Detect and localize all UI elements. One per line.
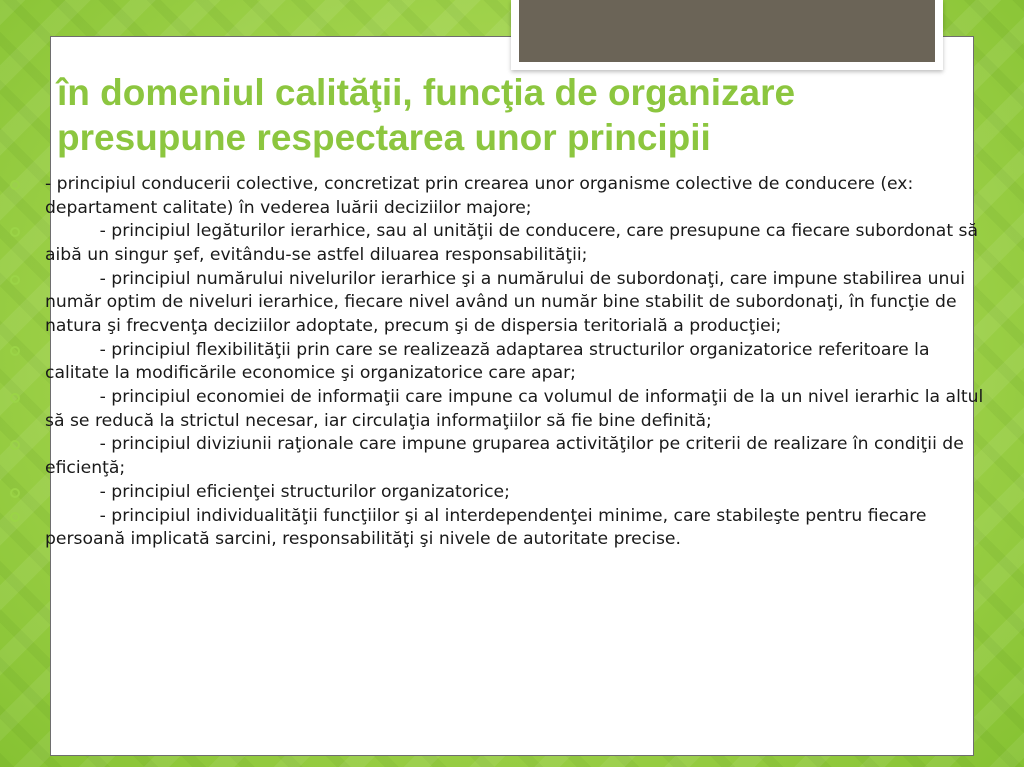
bullet-item — [0, 433, 1024, 480]
slide-title-line-1: în domeniul calităţii, funcţia de organizare — [57, 72, 796, 113]
bullet-text: - principiul economiei de informaţii care impune ca volumul de informaţii de la un nivel ierarhic la altul să se reducă la strictul necesar, iar circulaţia informaţiilor să fie bine definită; — [45, 387, 989, 431]
ring-bullet-icon — [10, 488, 20, 498]
bullet-item — [0, 220, 1024, 267]
bullet-item — [0, 173, 1024, 220]
ring-bullet-icon — [10, 227, 20, 237]
ring-bullet-icon — [10, 512, 20, 522]
ring-bullet-icon — [10, 440, 20, 450]
bullet-item — [0, 505, 1024, 552]
decorative-picture-frame — [511, 0, 943, 70]
bullet-text: - principiul legăturilor ierarhice, sau al unităţii de conducere, care presupune ca fiecare subordonat să aibă un singur şef, evitându-se astfel diluarea responsabilităţii; — [45, 221, 984, 265]
slide-title — [57, 70, 997, 160]
picture-placeholder — [519, 0, 935, 62]
bullet-text: - principiul flexibilităţii prin care se realizează adaptarea structurilor organizatorice referitoare la calitate la modificările economice şi organizatorice care apar; — [45, 339, 935, 384]
bullet-text: - principiul diviziunii raţionale care impune gruparea activităţilor pe criterii de realizare în condiţii de eficienţă; — [45, 434, 970, 479]
bullet-item — [0, 386, 1024, 433]
bullet-text: - principiul individualităţii funcţiilor şi al interdependenţei minime, care stabileşte pentru fiecare persoană implicată sarcini, responsabilităţi şi nivele de autoritate precise. — [45, 505, 932, 550]
ring-bullet-icon — [10, 346, 20, 356]
principles-bullet-list — [0, 173, 1024, 552]
bullet-item — [0, 268, 1024, 339]
slide-title-line-2: presupune respectarea unor principii — [57, 117, 711, 158]
ring-bullet-icon — [10, 393, 20, 403]
ring-bullet-icon — [10, 180, 20, 190]
bullet-text: - principiul numărului nivelurilor ierarhice şi a numărului de subordonaţi, care impune stabilirea unui număr optim de niveluri ierarhice, fiecare nivel având un număr bine stabilit de subordonaţi, în funcţie de natura şi frecvenţa deciziilor adoptate, precum şi de dispersia teritorială a producţiei; — [45, 268, 971, 336]
bullet-text: - principiul conducerii colective, concretizat prin crearea unor organisme colective de conducere (ex: departament calitate) în vederea luării deciziilor majore; — [45, 174, 919, 218]
bullet-item — [0, 339, 1024, 386]
bullet-item — [0, 481, 1024, 505]
bullet-text: - principiul eficienţei structurilor organizatorice; — [45, 481, 510, 502]
ring-bullet-icon — [10, 275, 20, 285]
